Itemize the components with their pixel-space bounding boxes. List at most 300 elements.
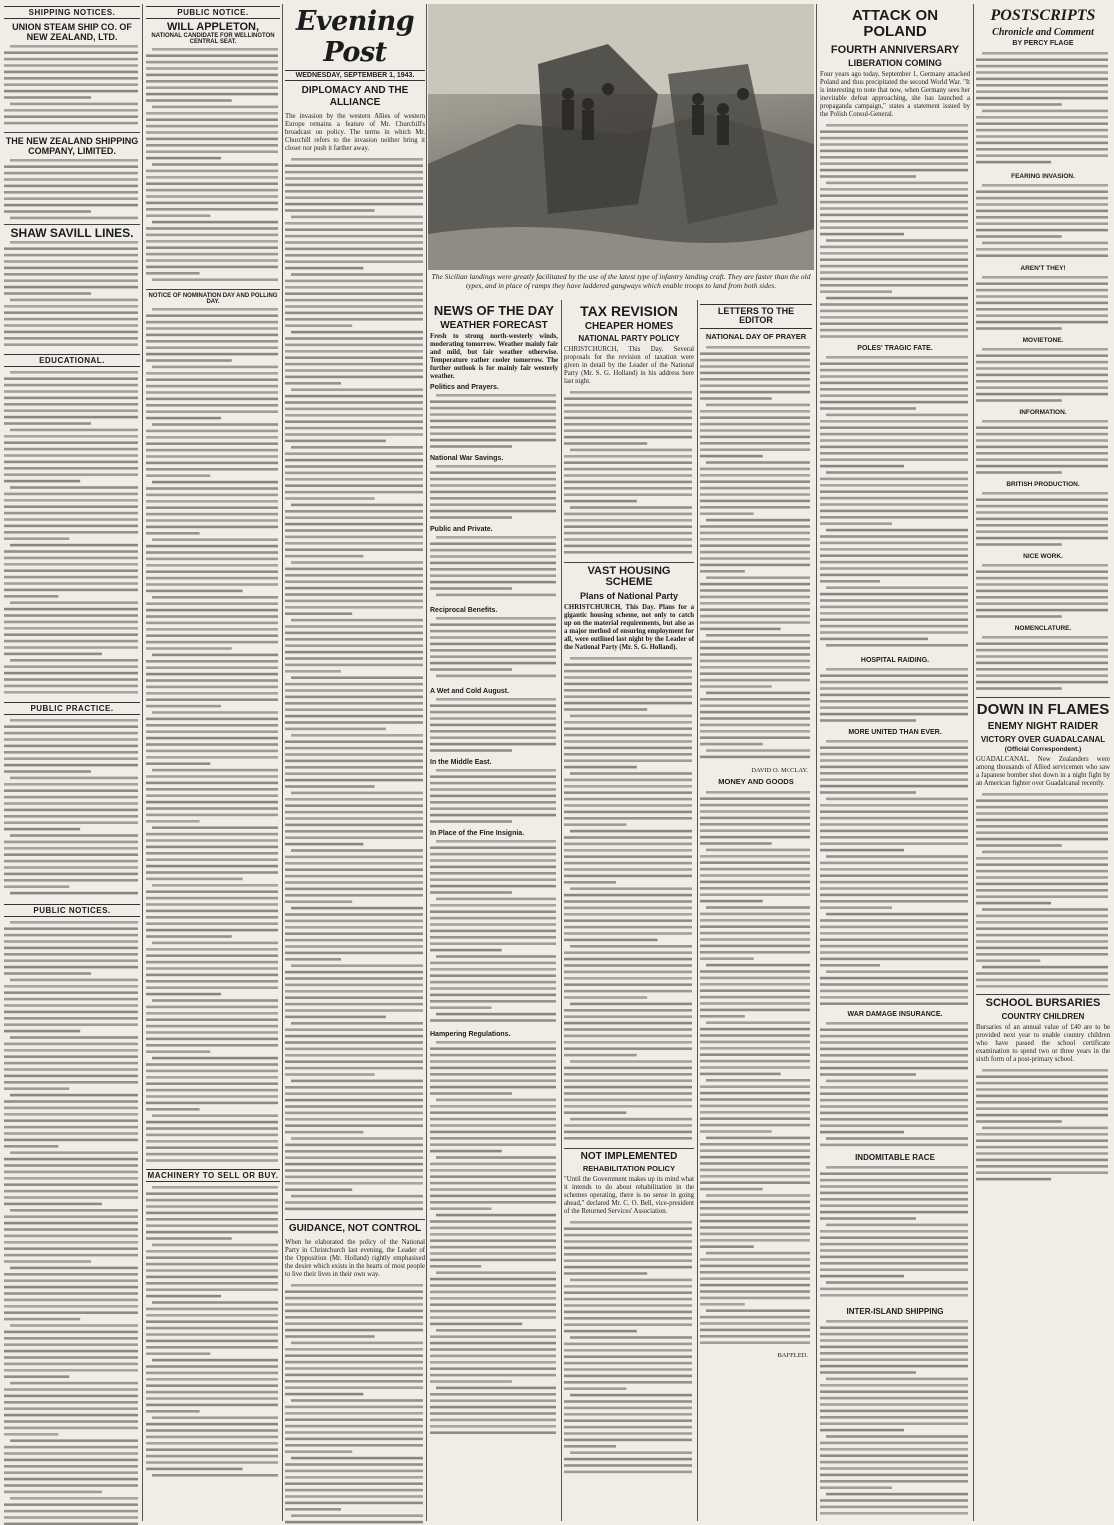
text-line	[820, 1448, 968, 1451]
text-lines-texture	[430, 838, 558, 1028]
text-line	[430, 1019, 556, 1022]
text-line	[564, 906, 692, 909]
text-line	[4, 550, 138, 553]
text-line	[430, 636, 556, 639]
text-line	[976, 596, 1108, 599]
text-line	[826, 970, 968, 973]
text-line	[700, 1271, 810, 1274]
news-subsection: Reciprocal Benefits.	[430, 606, 498, 614]
text-line	[146, 391, 278, 394]
text-line	[146, 590, 242, 593]
text-line	[4, 809, 138, 812]
text-line	[700, 416, 810, 419]
text-line	[285, 1316, 423, 1319]
text-line	[564, 938, 658, 941]
text-lines-texture	[4, 919, 140, 1525]
text-line	[430, 642, 556, 645]
filler-text	[700, 344, 812, 764]
text-line	[820, 245, 968, 248]
text-line	[820, 1345, 968, 1348]
text-line	[976, 805, 1108, 808]
not-implemented-title: NOT IMPLEMENTED	[580, 1150, 678, 1162]
text-line	[146, 170, 278, 173]
text-line	[820, 290, 892, 293]
text-line	[146, 314, 278, 317]
text-line	[4, 1414, 138, 1417]
text-lines-texture	[146, 306, 280, 1166]
text-line	[146, 182, 278, 185]
text-line	[146, 1448, 278, 1451]
text-line	[700, 1047, 810, 1050]
text-line	[564, 676, 692, 679]
text-line	[430, 980, 556, 983]
text-line	[4, 96, 91, 99]
filler-text	[820, 666, 970, 726]
text-line	[706, 1309, 810, 1312]
text-line	[146, 234, 278, 237]
text-line	[430, 1233, 556, 1236]
text-line	[146, 494, 278, 497]
text-line	[982, 241, 1108, 244]
text-line	[4, 172, 138, 175]
text-line	[4, 58, 138, 61]
text-line	[430, 1143, 556, 1146]
text-line	[4, 1254, 138, 1257]
text-line	[564, 862, 692, 865]
text-line	[820, 1416, 968, 1419]
text-line	[976, 1095, 1108, 1098]
text-line	[285, 414, 423, 417]
text-line	[982, 52, 1108, 55]
text-line	[146, 1404, 278, 1407]
filler-text	[820, 1020, 970, 1150]
text-line	[706, 848, 810, 851]
text-line	[4, 853, 138, 856]
text-line	[146, 327, 278, 330]
text-line	[700, 797, 810, 800]
text-line	[285, 971, 423, 974]
text-line	[285, 1431, 423, 1434]
text-line	[700, 384, 810, 387]
news-subsection: In the Middle East.	[430, 758, 492, 766]
text-line	[291, 1195, 423, 1198]
text-line	[436, 1213, 556, 1216]
text-line	[564, 1234, 692, 1237]
text-line	[146, 430, 278, 433]
text-lines-texture	[976, 634, 1110, 694]
text-line	[4, 1139, 138, 1142]
text-line	[564, 1343, 692, 1346]
text-line	[291, 158, 423, 161]
text-line	[820, 719, 916, 722]
text-line	[146, 240, 278, 243]
text-line	[700, 1040, 810, 1043]
text-line	[700, 499, 810, 502]
text-line	[826, 797, 968, 800]
text-line	[152, 884, 278, 887]
text-line	[976, 209, 1108, 212]
text-line	[820, 1198, 968, 1201]
text-line	[146, 442, 278, 445]
text-line	[291, 849, 423, 852]
text-line	[706, 1021, 810, 1024]
text-line	[430, 846, 556, 849]
text-line	[820, 680, 968, 683]
text-line	[570, 945, 692, 948]
text-line	[146, 144, 278, 147]
text-line	[285, 337, 423, 340]
text-line	[4, 1491, 102, 1494]
text-line	[700, 352, 810, 355]
text-line	[146, 647, 232, 650]
text-line	[4, 927, 138, 930]
text-line	[4, 292, 91, 295]
text-line	[285, 292, 423, 295]
text-line	[564, 842, 692, 845]
text-line	[564, 766, 637, 769]
text-line	[976, 71, 1108, 74]
text-line	[564, 1304, 692, 1307]
text-line	[564, 1066, 692, 1069]
text-line	[700, 880, 810, 883]
filler-text	[4, 717, 140, 901]
text-line	[285, 1322, 423, 1325]
text-line	[285, 1374, 423, 1377]
text-line	[285, 1502, 423, 1505]
text-line	[285, 363, 423, 366]
text-line	[820, 906, 892, 909]
text-line	[285, 1092, 423, 1095]
text-line	[146, 272, 200, 275]
text-line	[976, 615, 1062, 618]
text-line	[706, 576, 810, 579]
text-line	[564, 1426, 692, 1429]
filler-text	[820, 1318, 970, 1518]
text-line	[976, 373, 1108, 376]
text-line	[146, 948, 278, 951]
text-line	[285, 753, 423, 756]
bursaries-title: SCHOOL BURSARIES	[985, 996, 1101, 1009]
text-line	[820, 989, 968, 992]
text-line	[146, 99, 232, 102]
news-subsection: National War Savings.	[430, 454, 504, 462]
text-line	[430, 865, 556, 868]
text-line	[4, 1075, 138, 1078]
text-line	[820, 432, 968, 435]
text-line	[152, 163, 278, 166]
text-line	[4, 1068, 138, 1071]
text-line	[285, 1118, 423, 1121]
text-line	[976, 876, 1108, 879]
text-line	[285, 932, 423, 935]
text-line	[700, 371, 810, 374]
text-line	[820, 232, 904, 235]
text-line	[146, 628, 278, 631]
letter-sig-1: DAVID O. McCLAY.	[751, 766, 808, 774]
text-line	[285, 638, 423, 641]
text-line	[564, 1098, 692, 1101]
text-lines-texture	[4, 369, 140, 699]
text-line	[700, 1226, 810, 1229]
text-line	[146, 1224, 278, 1227]
text-line	[564, 727, 692, 730]
text-line	[820, 316, 968, 319]
text-line	[10, 1094, 138, 1097]
text-line	[4, 185, 138, 188]
text-line	[285, 1361, 423, 1364]
text-line	[285, 427, 423, 430]
text-line	[146, 157, 221, 160]
text-lines-texture	[285, 1282, 425, 1525]
text-line	[700, 1162, 810, 1165]
text-lines-texture	[430, 767, 558, 827]
text-line	[976, 321, 1108, 324]
text-line	[285, 491, 423, 494]
text-line	[976, 1120, 1062, 1123]
text-line	[564, 1324, 692, 1327]
text-line	[700, 1072, 781, 1075]
text-line	[285, 977, 423, 980]
text-line	[700, 455, 763, 458]
text-line	[976, 190, 1108, 193]
text-line	[564, 416, 692, 419]
text-line	[146, 417, 221, 420]
text-line	[820, 490, 968, 493]
text-line	[820, 149, 968, 152]
text-line	[826, 740, 968, 743]
text-line	[146, 1012, 278, 1015]
postscripts-column	[976, 4, 1110, 1190]
text-line	[826, 1137, 968, 1140]
text-line	[570, 830, 692, 833]
text-line	[564, 1260, 692, 1263]
news-subsection: Politics and Prayers.	[430, 383, 499, 391]
text-line	[700, 900, 763, 903]
text-line	[152, 1474, 278, 1477]
text-line	[820, 400, 968, 403]
text-line	[976, 129, 1108, 132]
text-line	[706, 1136, 810, 1139]
text-line	[285, 472, 423, 475]
text-line	[4, 448, 138, 451]
text-line	[146, 1018, 278, 1021]
text-line	[430, 916, 556, 919]
down-in-flames-sub2: VICTORY OVER GUADALCANAL	[980, 734, 1106, 744]
text-line	[820, 823, 968, 826]
text-line	[820, 693, 968, 696]
text-line	[430, 490, 556, 493]
text-line	[820, 136, 968, 139]
text-line	[820, 1249, 968, 1252]
text-line	[146, 404, 278, 407]
text-line	[146, 474, 210, 477]
text-line	[564, 544, 692, 547]
text-line	[820, 1358, 968, 1361]
text-line	[820, 1178, 968, 1181]
text-line	[820, 452, 968, 455]
text-line	[430, 1290, 556, 1293]
text-line	[976, 985, 1108, 988]
text-line	[4, 764, 138, 767]
text-line	[285, 996, 423, 999]
text-line	[826, 296, 968, 299]
text-line	[285, 324, 352, 327]
text-line	[146, 570, 278, 573]
text-line	[820, 322, 968, 325]
text-line	[146, 1436, 278, 1439]
text-line	[430, 471, 556, 474]
text-line	[700, 474, 810, 477]
text-line	[285, 465, 423, 468]
text-line	[564, 874, 692, 877]
text-line	[820, 188, 968, 191]
text-line	[976, 354, 1108, 357]
text-line	[976, 953, 1108, 956]
text-line	[820, 1034, 968, 1037]
educational-title: EDUCATIONAL.	[4, 354, 140, 367]
text-line	[4, 1113, 138, 1116]
text-line	[430, 445, 512, 448]
text-line	[700, 487, 810, 490]
text-line	[976, 959, 1040, 962]
text-line	[4, 1279, 138, 1282]
text-line	[976, 543, 1062, 546]
text-line	[700, 842, 772, 845]
text-line	[564, 958, 692, 961]
letter-head-2: MONEY AND GOODS	[718, 776, 794, 786]
text-line	[291, 1080, 423, 1083]
text-line	[4, 860, 138, 863]
text-line	[146, 61, 278, 64]
text-line	[4, 1465, 138, 1468]
text-line	[436, 769, 556, 772]
text-line	[146, 1134, 278, 1137]
text-line	[4, 1055, 138, 1058]
text-line	[4, 557, 138, 560]
text-line	[285, 222, 423, 225]
text-line	[4, 1433, 58, 1436]
text-line	[4, 947, 138, 950]
text-line	[430, 788, 556, 791]
text-line	[10, 1497, 138, 1500]
text-line	[430, 1181, 556, 1184]
text-line	[146, 1127, 278, 1130]
text-line	[820, 426, 968, 429]
text-line	[700, 704, 810, 707]
text-line	[700, 874, 810, 877]
text-line	[564, 435, 692, 438]
filler-text	[820, 354, 970, 654]
text-line	[976, 609, 1108, 612]
text-line	[152, 826, 278, 829]
text-lines-texture	[430, 1039, 558, 1439]
text-line	[820, 168, 968, 171]
text-line	[285, 164, 423, 167]
text-line	[976, 1107, 1108, 1110]
text-line	[700, 1130, 772, 1133]
text-line	[982, 420, 1108, 423]
text-line	[700, 1303, 745, 1306]
news-subsection: A Wet and Cold August.	[430, 687, 510, 695]
text-line	[976, 380, 1108, 383]
text-line	[285, 1354, 423, 1357]
text-line	[976, 465, 1108, 468]
text-line	[285, 1163, 423, 1166]
text-line	[152, 1416, 278, 1419]
text-line	[291, 676, 423, 679]
text-line	[564, 1375, 692, 1378]
text-line	[820, 1060, 968, 1063]
text-line	[430, 623, 556, 626]
text-line	[430, 1079, 556, 1082]
text-line	[285, 1406, 423, 1409]
text-line	[285, 286, 423, 289]
text-line	[570, 1060, 692, 1063]
text-line	[4, 422, 91, 425]
text-line	[700, 743, 763, 746]
text-lines-texture	[820, 666, 970, 726]
text-line	[564, 423, 692, 426]
text-line	[820, 706, 968, 709]
text-line	[976, 308, 1108, 311]
text-line	[285, 356, 423, 359]
text-line	[976, 439, 1108, 442]
text-line	[146, 775, 278, 778]
news-subsection: Hampering Regulations.	[430, 1030, 511, 1038]
text-line	[820, 362, 968, 365]
text-line	[285, 1054, 423, 1057]
text-line	[436, 1271, 556, 1274]
text-line	[4, 879, 138, 882]
text-line	[430, 775, 556, 778]
text-line	[430, 993, 556, 996]
text-line	[146, 202, 278, 205]
text-line	[700, 595, 810, 598]
text-line	[700, 531, 810, 534]
text-line	[820, 420, 968, 423]
text-line	[564, 1445, 616, 1448]
text-line	[564, 823, 626, 826]
text-line	[820, 1191, 968, 1194]
text-line	[820, 1364, 968, 1367]
text-line	[564, 894, 692, 897]
text-line	[826, 356, 968, 359]
text-line	[146, 718, 278, 721]
text-line	[291, 619, 423, 622]
text-line	[4, 397, 138, 400]
text-line	[430, 574, 556, 577]
text-line	[700, 525, 810, 528]
text-line	[146, 519, 278, 522]
text-line	[152, 366, 278, 369]
text-line	[146, 462, 278, 465]
text-line	[700, 608, 810, 611]
text-line	[820, 1236, 968, 1239]
text-line	[10, 45, 138, 48]
text-line	[976, 844, 1062, 847]
text-line	[976, 901, 1051, 904]
text-line	[976, 84, 1108, 87]
text-line	[976, 203, 1108, 206]
text-line	[976, 426, 1108, 429]
text-line	[430, 1418, 556, 1421]
public-notice-column	[146, 4, 280, 1487]
text-line	[146, 961, 278, 964]
text-line	[564, 1079, 692, 1082]
text-line	[564, 1034, 692, 1037]
text-line	[700, 512, 754, 515]
text-line	[291, 1022, 423, 1025]
